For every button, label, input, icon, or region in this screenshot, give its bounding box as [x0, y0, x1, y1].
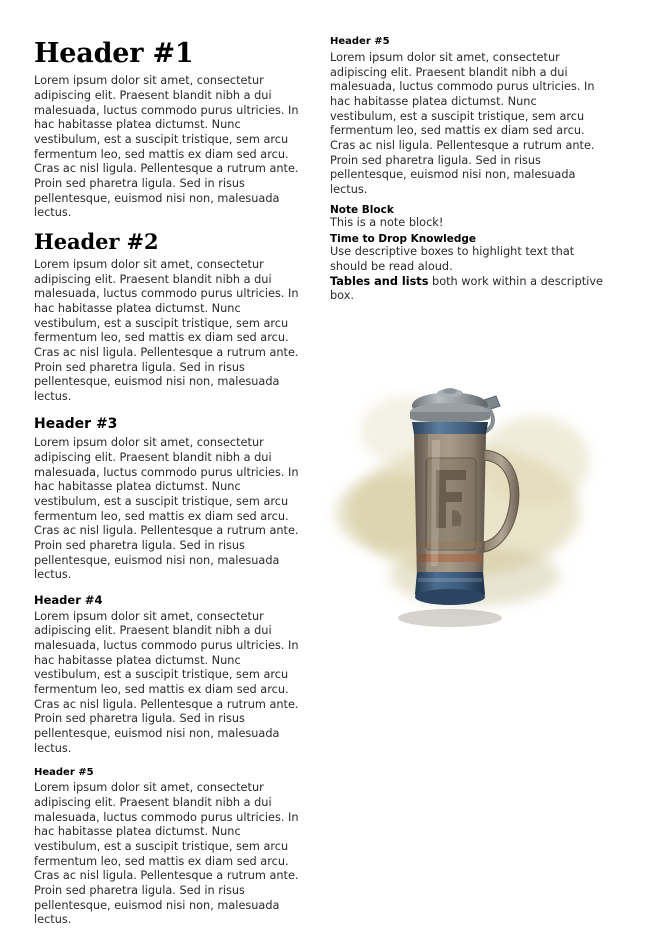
descriptive-block-text: Use descriptive boxes to highlight text that should be read aloud.	[330, 245, 575, 274]
heading-level-5: Header #5	[34, 767, 94, 779]
left-column	[34, 36, 308, 927]
right-column-paragraph: Lorem ipsum dolor sit amet, consectetur adipiscing elit. Praesent blandit nibh a dui malesuada, luctus commodo purus ultricies. In hac habitasse platea dictumst. Nunc vestibulum, est a suscipit tristique, sem arcu fermentum leo, sed mattis ex diam sed arcu. Cras ac nisl ligula. Pellentesque a rutrum ante. Proin sed pharetra ligula. Sed in risus pellentesque, euismod nisi non, malesuada lectus.	[330, 51, 595, 197]
paragraph-under-heading-3: Lorem ipsum dolor sit amet, consectetur adipiscing elit. Praesent blandit nibh a dui malesuada, luctus commodo purus ultricies. In hac habitasse platea dictumst. Nunc vestibulum, est a suscipit tristique, sem arcu fermentum leo, sed mattis ex diam sed arcu. Cras ac nisl ligula. Pellentesque a rutrum ante. Proin sed pharetra ligula. Sed in risus pellentesque, euismod nisi non, malesuada lectus.	[34, 436, 299, 582]
descriptive-block-text-after: both work within a descriptive box.	[330, 274, 603, 303]
heading-level-3: Header #3	[34, 415, 118, 432]
right-heading-level-5: Header #5	[330, 36, 390, 47]
paragraph-under-heading-5: Lorem ipsum dolor sit amet, consectetur adipiscing elit. Praesent blandit nibh a dui malesuada, luctus commodo purus ultricies. In hac habitasse platea dictumst. Nunc vestibulum, est a suscipit tristique, sem arcu fermentum leo, sed mattis ex diam sed arcu. Cras ac nisl ligula. Pellentesque a rutrum ante. Proin sed pharetra ligula. Sed in risus pellentesque, euismod nisi non, malesuada lectus.	[34, 781, 299, 927]
paragraph-under-heading-2: Lorem ipsum dolor sit amet, consectetur adipiscing elit. Praesent blandit nibh a dui malesuada, luctus commodo purus ultricies. In hac habitasse platea dictumst. Nunc vestibulum, est a suscipit tristique, sem arcu fermentum leo, sed mattis ex diam sed arcu. Cras ac nisl ligula. Pellentesque a rutrum ante. Proin sed pharetra ligula. Sed in risus pellentesque, euismod nisi non, malesuada lectus.	[34, 258, 299, 404]
descriptive-block	[330, 233, 604, 304]
heading-level-2: Header #2	[34, 229, 159, 255]
beer-stein-illustration	[388, 366, 538, 636]
note-block	[330, 204, 604, 231]
illustration-container	[330, 356, 604, 656]
right-column	[330, 36, 604, 824]
two-column-layout	[34, 36, 618, 927]
note-block-text: This is a note block!	[330, 215, 444, 229]
descriptive-block-tables-lists-line	[330, 275, 604, 304]
paragraph-under-heading-4: Lorem ipsum dolor sit amet, consectetur adipiscing elit. Praesent blandit nibh a dui malesuada, luctus commodo purus ultricies. In hac habitasse platea dictumst. Nunc vestibulum, est a suscipit tristique, sem arcu fermentum leo, sed mattis ex diam sed arcu. Cras ac nisl ligula. Pellentesque a rutrum ante. Proin sed pharetra ligula. Sed in risus pellentesque, euismod nisi non, malesuada lectus.	[34, 609, 299, 755]
note-block-title: Note Block	[330, 203, 394, 216]
descriptive-block-emphasis: Tables and lists	[330, 274, 429, 288]
heading-level-1: Header #1	[34, 38, 194, 69]
descriptive-block-title: Time to Drop Knowledge	[330, 233, 477, 246]
heading-level-4: Header #4	[34, 592, 103, 607]
paragraph-under-heading-1: Lorem ipsum dolor sit amet, consectetur adipiscing elit. Praesent blandit nibh a dui malesuada, luctus commodo purus ultricies. In hac habitasse platea dictumst. Nunc vestibulum, est a suscipit tristique, sem arcu fermentum leo, sed mattis ex diam sed arcu. Cras ac nisl ligula. Pellentesque a rutrum ante. Proin sed pharetra ligula. Sed in risus pellentesque, euismod nisi non, malesuada lectus.	[34, 74, 299, 220]
